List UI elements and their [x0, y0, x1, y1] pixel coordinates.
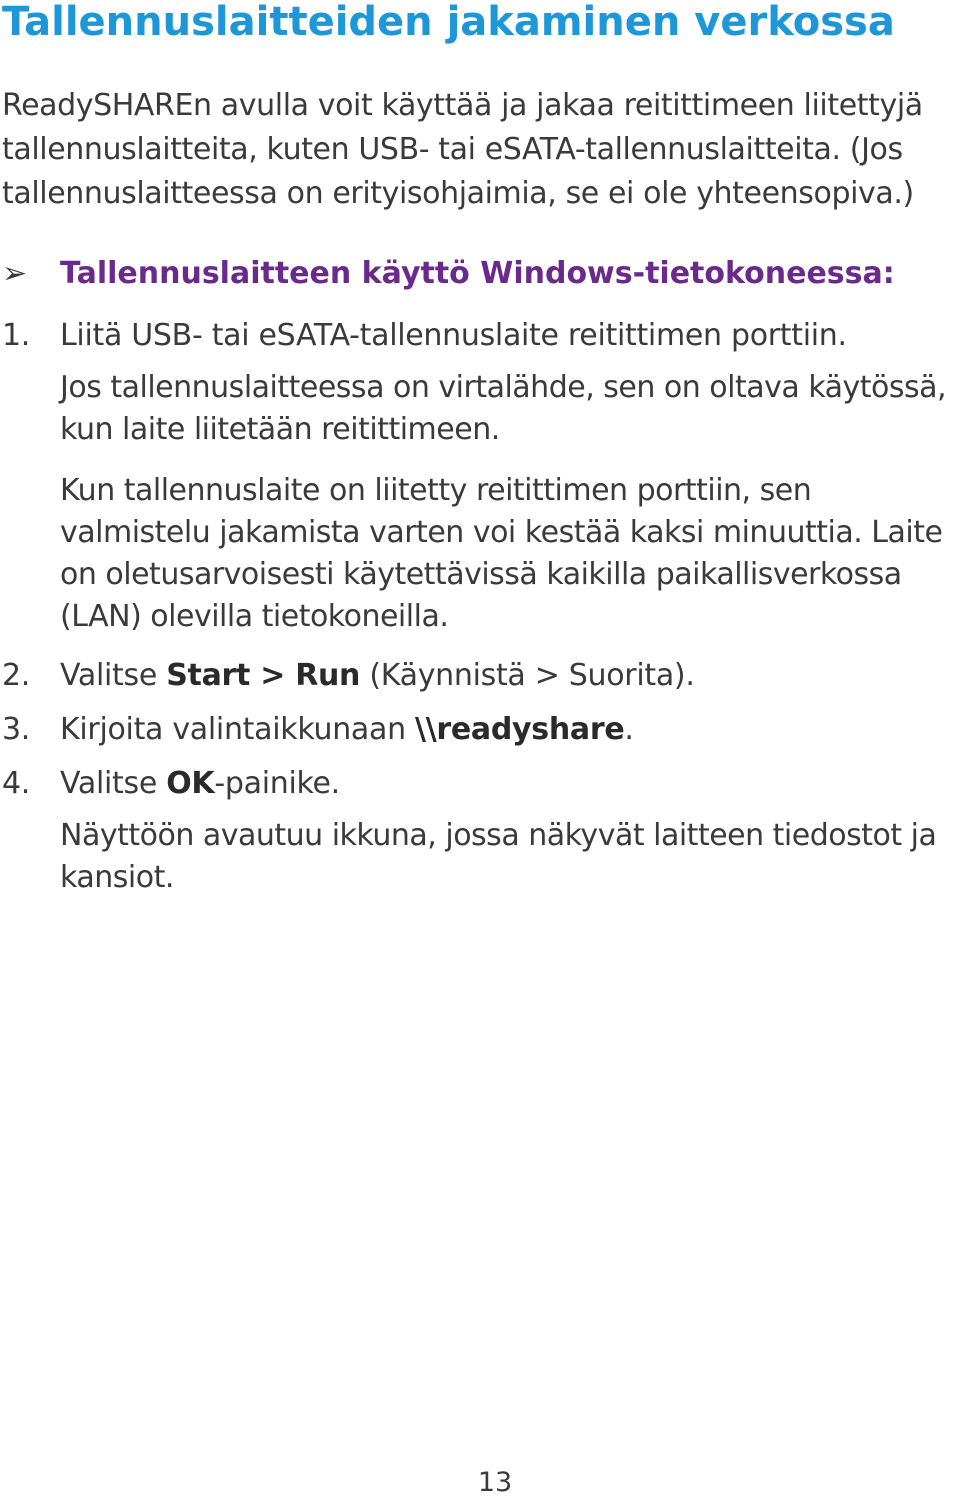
readyshare-path: \\readyshare: [415, 712, 625, 747]
section-heading-text: Tallennuslaitteen käyttö Windows-tietokoneessa:: [60, 256, 895, 291]
section-heading: [2, 252, 895, 296]
arrow-bullet-icon: ➢: [2, 256, 28, 291]
run-command-label: Run: [295, 658, 361, 693]
step-text: -painike.: [214, 766, 340, 801]
step-text: Valitse: [60, 658, 167, 693]
step-text: Kirjoita valintaikkunaan: [60, 712, 416, 747]
step-number: 2.: [2, 658, 31, 693]
step-4: [2, 763, 340, 805]
page-number: 13: [477, 1467, 513, 1498]
step-4-note: Näyttöön avautuu ikkuna, jossa näkyvät laitteen tiedostot ja kansiot.: [60, 818, 937, 895]
step-text: Valitse: [60, 766, 167, 801]
step-3: [2, 709, 634, 751]
page-title: Tallennuslaitteiden jakaminen verkossa: [2, 0, 895, 45]
step-1-note: Kun tallennuslaite on liitetty reitittimen porttiin, sen valmistelu jakamista varten voi kestää kaksi minuuttia. Laite on oletusarvoisesti käytettävissä kaikilla paikallisverkossa (LAN) olevilla tietokoneilla.: [60, 473, 943, 634]
step-number: 3.: [2, 712, 31, 747]
step-1-note: Jos tallennuslaitteessa on virtalähde, sen on oltava käytössä, kun laite liitetään reitittimeen.: [60, 370, 947, 447]
intro-paragraph: ReadySHAREn avulla voit käyttää ja jakaa reitittimeen liitettyjä tallennuslaitteita, kuten USB- tai eSATA-tallennuslaitteita. (Jos tallennuslaitteessa on erityisohjaimia, se ei ole yhteensopiva.): [2, 88, 923, 211]
step-number: 1.: [2, 318, 31, 353]
step-1: [2, 315, 847, 357]
step-number: 4.: [2, 766, 31, 801]
step-text: .: [624, 712, 634, 747]
menu-separator: >: [250, 658, 296, 693]
step-text: (Käynnistä > Suorita).: [360, 658, 695, 693]
start-menu-label: Start: [166, 658, 251, 693]
step-text: Liitä USB- tai eSATA-tallennuslaite reitittimen porttiin.: [60, 318, 847, 353]
step-2: [2, 655, 695, 697]
ok-button-label: OK: [166, 766, 215, 801]
